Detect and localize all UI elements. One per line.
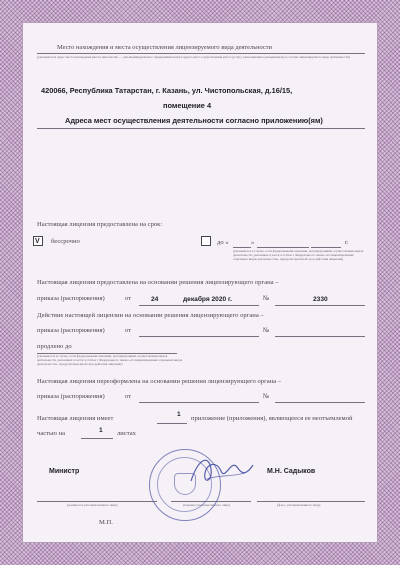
extension-date-line: [139, 336, 259, 337]
reissue-order-label: приказа (распоряжения): [37, 393, 105, 400]
appendix-sheets-label: листах: [117, 430, 136, 437]
appendix-sheets: 1: [99, 427, 103, 434]
appendix-text-start: Настоящая лицензия имеет: [37, 415, 114, 422]
reissue-from-label: от: [125, 393, 132, 400]
until-year-suffix: г.: [345, 239, 349, 246]
header-rule: [37, 53, 365, 54]
address-line-2: помещение 4: [163, 101, 212, 110]
extension-number-label: №: [263, 327, 270, 334]
handwritten-signature: [187, 451, 257, 491]
basis-order-label: приказа (распоряжения): [37, 295, 105, 302]
license-frame: [22, 22, 378, 543]
extension-extended-label: продлено до: [37, 343, 72, 350]
basis-line-1: Настоящая лицензия предоставлена на основании решения лицензирующего органа –: [37, 279, 279, 286]
extension-from-label: от: [125, 327, 132, 334]
signer-position: Министр: [49, 468, 80, 475]
unlimited-text: бессрочно: [51, 238, 80, 245]
until-prefix: до «: [217, 239, 229, 246]
until-mid: »: [251, 239, 255, 246]
checkbox-unlimited[interactable]: [33, 236, 43, 246]
header-note: (указываются адрес места нахождения (места жительства — для индивидуального предпринимателя) и адреса мест осуществления работ (услуг), выполняемых (оказываемых) в составе лицензируемого вида деятельности): [37, 55, 350, 59]
until-note: (указывается в случае, если федеральными законами, регулирующими осуществление видов деятельности, указанных в части 4 статьи 1 Федерального закона «О лицензировании отдельных видов деятельности», предусмотрен иной срок действия лицензии): [233, 249, 364, 261]
address-line-3: Адреса мест осуществления деятельности согласно приложению(ям): [65, 116, 323, 125]
signature-note: (подпись уполномоченного лица): [183, 503, 230, 507]
until-month-line: [257, 247, 309, 248]
basis-number: 2330: [313, 296, 328, 303]
extension-number-line: [275, 336, 365, 337]
basis-from-label: от: [125, 295, 132, 302]
basis-month-year: декабря 2020 г.: [183, 296, 232, 303]
address-line-1: 420066, Республика Татарстан, г. Казань, ул. Чистопольская, д.16/15,: [41, 86, 293, 95]
checkbox-until[interactable]: [201, 236, 211, 246]
appendix-count-line: [157, 423, 187, 424]
extension-order-label: приказа (распоряжения): [37, 327, 105, 334]
extension-note: (указывается в случае, если федеральными законами, регулирующими осуществление видов деятельности, указанных в части 4 статьи 1 Федерального закона «О лицензировании отдельных видов деятельности», предусмотрен иной срок действия лицензии): [37, 354, 183, 366]
until-day-line: [233, 247, 251, 248]
address-rule: [37, 128, 365, 129]
extension-line-1: Действие настоящей лицензии на основании решения лицензирующего органа –: [37, 312, 264, 319]
term-label: Настоящая лицензия предоставлена на срок:: [37, 221, 163, 228]
basis-date-line: [139, 305, 259, 306]
name-note: (ф.и.о. уполномоченного лица): [277, 503, 321, 507]
reissue-line-1: Настоящая лицензия переоформлена на основании решения лицензирующего органа –: [37, 378, 282, 385]
appendix-text-end: приложение (приложения), являющееся ее неотъемлемой: [191, 415, 353, 422]
until-year-line: [311, 247, 341, 248]
basis-number-line: [275, 305, 365, 306]
position-line: [37, 501, 157, 502]
basis-day: 24: [151, 296, 159, 303]
name-line: [257, 501, 365, 502]
basis-number-label: №: [263, 295, 270, 302]
reissue-date-line: [139, 402, 259, 403]
appendix-count: 1: [177, 411, 181, 418]
appendix-sheets-line: [81, 438, 113, 439]
signer-name: М.Н. Садыков: [267, 468, 316, 475]
position-note: (должность уполномоченного лица): [67, 503, 118, 507]
header-title: Место нахождения и места осуществления лицензируемого вида деятельности: [57, 44, 272, 51]
reissue-number-line: [275, 402, 365, 403]
seal-label: М.П.: [99, 519, 113, 526]
reissue-number-label: №: [263, 393, 270, 400]
appendix-part-label: частью на: [37, 430, 66, 437]
checkbox-mark: V: [35, 238, 40, 245]
